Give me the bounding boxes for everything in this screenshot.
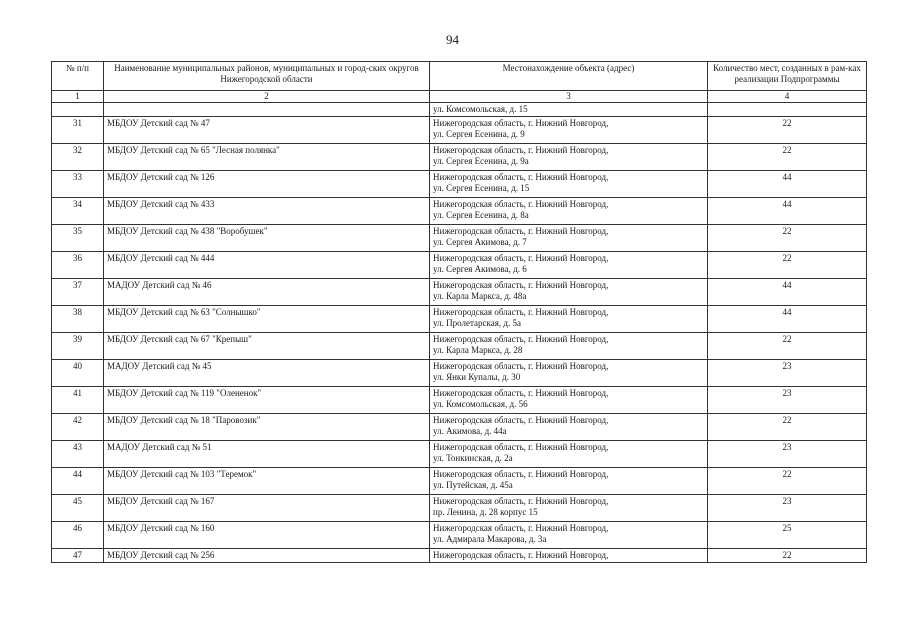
row-name-cell: МБДОУ Детский сад № 167 <box>104 495 430 522</box>
row-number-cell: 37 <box>52 279 104 306</box>
row-address-cell: ул. Комсомольская, д. 15 <box>430 103 708 117</box>
table-row <box>52 360 867 387</box>
row-address-cell <box>430 468 708 495</box>
row-name-cell: МАДОУ Детский сад № 46 <box>104 279 430 306</box>
address-line-2: ул. Сергея Есенина, д. 9а <box>433 156 529 166</box>
row-address-cell <box>430 306 708 333</box>
row-number-cell: 42 <box>52 414 104 441</box>
row-number-cell: 31 <box>52 117 104 144</box>
row-number-cell: 33 <box>52 171 104 198</box>
row-number-cell: 45 <box>52 495 104 522</box>
address-line-2: ул. Комсомольская, д. 56 <box>433 399 528 409</box>
table-row <box>52 252 867 279</box>
row-name-cell: МБДОУ Детский сад № 438 "Воробушек" <box>104 225 430 252</box>
row-name-cell: МБДОУ Детский сад № 444 <box>104 252 430 279</box>
row-name-cell: МБДОУ Детский сад № 67 "Крепыш" <box>104 333 430 360</box>
row-count-cell: 22 <box>708 252 867 279</box>
row-name-cell: МБДОУ Детский сад № 47 <box>104 117 430 144</box>
row-count-cell: 22 <box>708 333 867 360</box>
row-number-cell: 43 <box>52 441 104 468</box>
address-line-1: Нижегородская область, г. Нижний Новгород, <box>433 361 609 371</box>
row-name-cell <box>104 103 430 117</box>
row-number-cell: 46 <box>52 522 104 549</box>
address-line-1: Нижегородская область, г. Нижний Новгород, <box>433 523 609 533</box>
address-line-2: ул. Сергея Акимова, д. 7 <box>433 237 527 247</box>
address-line-2: ул. Карла Маркса, д. 48а <box>433 291 527 301</box>
column-number: 1 <box>52 91 104 103</box>
row-name-cell: МАДОУ Детский сад № 45 <box>104 360 430 387</box>
row-number-cell: 40 <box>52 360 104 387</box>
column-number-row <box>52 91 867 103</box>
row-address-cell <box>430 549 708 563</box>
row-address-cell <box>430 522 708 549</box>
address-line-2: пр. Ленина, д. 28 корпус 15 <box>433 507 538 517</box>
row-count-cell: 23 <box>708 387 867 414</box>
address-line-1: Нижегородская область, г. Нижний Новгород, <box>433 442 609 452</box>
row-number-cell: 38 <box>52 306 104 333</box>
address-line-1: Нижегородская область, г. Нижний Новгород, <box>433 415 609 425</box>
table-row <box>52 468 867 495</box>
address-line-2: ул. Акимова, д. 44а <box>433 426 507 436</box>
row-number-cell: 44 <box>52 468 104 495</box>
address-line-1: Нижегородская область, г. Нижний Новгород, <box>433 226 609 236</box>
row-count-cell: 44 <box>708 198 867 225</box>
institutions-table <box>51 61 867 563</box>
address-line-1: Нижегородская область, г. Нижний Новгород, <box>433 145 609 155</box>
row-name-cell: МБДОУ Детский сад № 433 <box>104 198 430 225</box>
address-line-1: Нижегородская область, г. Нижний Новгород, <box>433 307 609 317</box>
row-count-cell: 44 <box>708 279 867 306</box>
row-count-cell: 23 <box>708 441 867 468</box>
table-row <box>52 333 867 360</box>
row-name-cell: МБДОУ Детский сад № 160 <box>104 522 430 549</box>
column-number: 4 <box>708 91 867 103</box>
row-name-cell: МБДОУ Детский сад № 63 "Солнышко" <box>104 306 430 333</box>
row-address-cell <box>430 441 708 468</box>
row-number-cell: 47 <box>52 549 104 563</box>
row-address-cell <box>430 225 708 252</box>
address-line-2: ул. Карла Маркса, д. 28 <box>433 345 523 355</box>
row-address-cell <box>430 117 708 144</box>
row-name-cell: МБДОУ Детский сад № 119 "Олененок" <box>104 387 430 414</box>
row-address-cell <box>430 171 708 198</box>
row-address-cell <box>430 279 708 306</box>
row-count-cell: 22 <box>708 117 867 144</box>
row-count-cell <box>708 103 867 117</box>
row-address-cell <box>430 360 708 387</box>
table-row <box>52 171 867 198</box>
address-line-1: Нижегородская область, г. Нижний Новгород, <box>433 469 609 479</box>
address-line-2: ул. Сергея Есенина, д. 8а <box>433 210 529 220</box>
row-name-cell: МБДОУ Детский сад № 103 "Теремок" <box>104 468 430 495</box>
table-row <box>52 549 867 563</box>
table-row <box>52 117 867 144</box>
table-row <box>52 279 867 306</box>
header-number: № п/п <box>52 62 104 91</box>
table-row <box>52 144 867 171</box>
table-row <box>52 225 867 252</box>
row-address-cell <box>430 252 708 279</box>
continuation-row <box>52 103 867 117</box>
row-count-cell: 22 <box>708 144 867 171</box>
row-number-cell: 36 <box>52 252 104 279</box>
address-line-1: Нижегородская область, г. Нижний Новгород, <box>433 118 609 128</box>
address-line-1: Нижегородская область, г. Нижний Новгород, <box>433 172 609 182</box>
row-name-cell: МБДОУ Детский сад № 18 "Паровозик" <box>104 414 430 441</box>
address-line-1: Нижегородская область, г. Нижний Новгород, <box>433 550 609 560</box>
row-address-cell <box>430 144 708 171</box>
header-municipality-name: Наименование муниципальных районов, муниципальных и город-ских округов Нижегородской области <box>104 62 430 91</box>
header-object-address: Местонахождение объекта (адрес) <box>430 62 708 91</box>
address-line-1: Нижегородская область, г. Нижний Новгород, <box>433 388 609 398</box>
table-row <box>52 441 867 468</box>
row-count-cell: 25 <box>708 522 867 549</box>
address-line-2: ул. Адмирала Макарова, д. 3а <box>433 534 547 544</box>
row-count-cell: 22 <box>708 549 867 563</box>
column-number: 3 <box>430 91 708 103</box>
row-name-cell: МБДОУ Детский сад № 256 <box>104 549 430 563</box>
row-number-cell: 35 <box>52 225 104 252</box>
address-line-1: Нижегородская область, г. Нижний Новгород, <box>433 334 609 344</box>
row-number-cell: 32 <box>52 144 104 171</box>
address-line-2: ул. Сергея Есенина, д. 15 <box>433 183 530 193</box>
row-count-cell: 23 <box>708 360 867 387</box>
address-line-1: Нижегородская область, г. Нижний Новгород, <box>433 199 609 209</box>
row-name-cell: МБДОУ Детский сад № 65 "Лесная полянка" <box>104 144 430 171</box>
address-line-2: ул. Тонкинская, д. 2а <box>433 453 513 463</box>
address-line-1: Нижегородская область, г. Нижний Новгород, <box>433 253 609 263</box>
table-row <box>52 387 867 414</box>
table-row <box>52 495 867 522</box>
row-number-cell: 39 <box>52 333 104 360</box>
row-number-cell: 41 <box>52 387 104 414</box>
table-row <box>52 198 867 225</box>
row-count-cell: 23 <box>708 495 867 522</box>
column-number: 2 <box>104 91 430 103</box>
table-row <box>52 522 867 549</box>
row-number-cell: 34 <box>52 198 104 225</box>
address-line-2: ул. Пролетарская, д. 5а <box>433 318 521 328</box>
table-row <box>52 414 867 441</box>
row-count-cell: 44 <box>708 306 867 333</box>
row-address-cell <box>430 414 708 441</box>
row-number-cell <box>52 103 104 117</box>
row-address-cell <box>430 333 708 360</box>
address-line-2: ул. Путейская, д. 45а <box>433 480 513 490</box>
row-count-cell: 44 <box>708 171 867 198</box>
row-name-cell: МАДОУ Детский сад № 51 <box>104 441 430 468</box>
row-count-cell: 22 <box>708 225 867 252</box>
table-header-row <box>52 62 867 91</box>
row-count-cell: 22 <box>708 414 867 441</box>
row-address-cell <box>430 387 708 414</box>
row-address-cell <box>430 495 708 522</box>
address-line-2: ул. Сергея Акимова, д. 6 <box>433 264 527 274</box>
address-line-2: ул. Янки Купалы, д. 30 <box>433 372 521 382</box>
page-number: 94 <box>446 32 459 47</box>
address-line-2: ул. Сергея Есенина, д. 9 <box>433 129 525 139</box>
address-line-1: Нижегородская область, г. Нижний Новгород, <box>433 496 609 506</box>
row-name-cell: МБДОУ Детский сад № 126 <box>104 171 430 198</box>
header-places-count: Количество мест, созданных в рам-ках реализации Подпрограммы <box>708 62 867 91</box>
table-row <box>52 306 867 333</box>
row-address-cell <box>430 198 708 225</box>
address-line-1: Нижегородская область, г. Нижний Новгород, <box>433 280 609 290</box>
row-count-cell: 22 <box>708 468 867 495</box>
